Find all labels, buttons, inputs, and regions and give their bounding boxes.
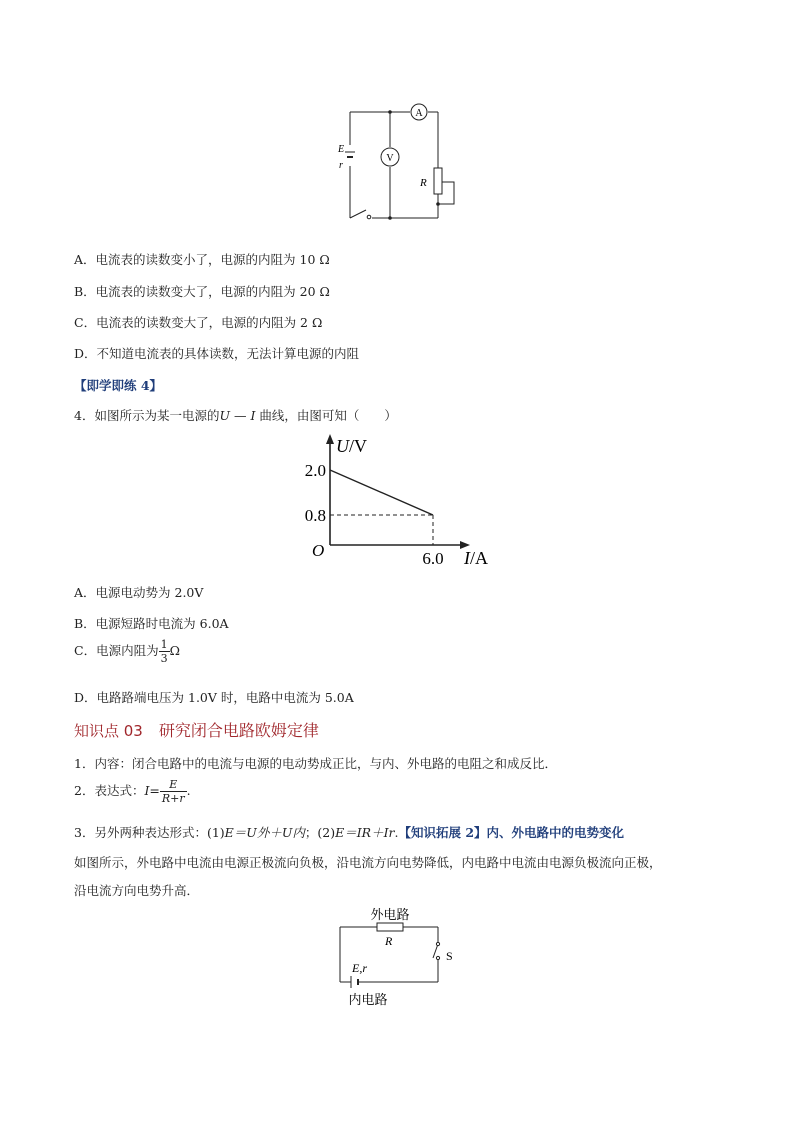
paragraph-line-1: 如图所示，外电路中电流由电源正极流向负极，沿电流方向电势降低，内电路中电流由电源负极流向正极， <box>74 855 662 870</box>
y-tick-label-mid: 0.8 <box>304 506 326 525</box>
q3-option-a: A．电流表的读数变小了，电源的内阻为 10 Ω <box>74 252 330 267</box>
practice-4-question: 4．如图所示为某一电源的U — I 曲线，由图可知（ ） <box>74 408 397 423</box>
p4-option-b: B．电源短路时电流为 6.0A <box>74 616 229 631</box>
y-axis-arrow <box>326 434 334 444</box>
section-item-2: 2．表达式：I= $\frac{E}{R+r}$ . <box>74 778 191 805</box>
switch-label: S <box>446 949 453 963</box>
q3-option-b: B．电流表的读数变大了，电源的内阻为 20 Ω <box>74 284 330 299</box>
battery-label: E,r <box>352 961 367 975</box>
origin-label: O <box>312 541 325 560</box>
practice-4-tag: 【即学即练 4】 <box>74 378 163 393</box>
ui-chart <box>290 430 510 575</box>
ammeter-label: A <box>415 108 423 119</box>
x-axis-label: I/A <box>464 548 488 568</box>
q3-option-c: C．电流表的读数变大了，电源的内阻为 2 Ω <box>74 315 323 330</box>
rheostat-label: R <box>420 177 427 189</box>
outer-circuit-label: 外电路 <box>370 907 410 922</box>
battery-label-E: E <box>338 144 345 155</box>
y-axis-label: U/V <box>336 436 367 456</box>
resistor-label: R <box>385 934 393 948</box>
battery-label-r: r <box>339 160 343 171</box>
section-item-1: 1．内容：闭合电路中的电流与电源的电动势成正比，与内、外电路的电阻之和成反比． <box>74 756 557 771</box>
voltmeter-label: V <box>386 153 394 164</box>
circuit-diagram-1 <box>330 100 470 230</box>
q3-option-d: D．不知道电流表的具体读数，无法计算电源的内阻 <box>74 346 360 361</box>
p4-option-a: A．电源电动势为 2.0V <box>74 585 204 600</box>
p4-option-c: C．电源内阻为 $\frac{1}{3}$ Ω <box>74 638 180 665</box>
y-tick-label-top: 2.0 <box>304 461 326 480</box>
fraction-one-third: $\frac{1}{3}$ <box>160 638 168 665</box>
p4-option-d: D．电路路端电压为 1.0V 时，电路中电流为 5.0A <box>74 690 354 705</box>
section-item-3: 3．另外两种表达形式：(1)E＝U外＋U内；(2)E＝IR＋Ir.【知识拓展 2】内、外电路中的电势变化 <box>74 825 625 840</box>
section-title: 知识点 03 研究闭合电路欧姆定律 <box>74 721 319 740</box>
circuit-diagram-2 <box>330 902 470 1012</box>
x-tick-label: 6.0 <box>422 549 444 568</box>
paragraph-line-2: 沿电流方向电势升高． <box>74 883 200 898</box>
ui-data-line <box>330 470 433 515</box>
inner-circuit-label: 内电路 <box>348 992 388 1007</box>
